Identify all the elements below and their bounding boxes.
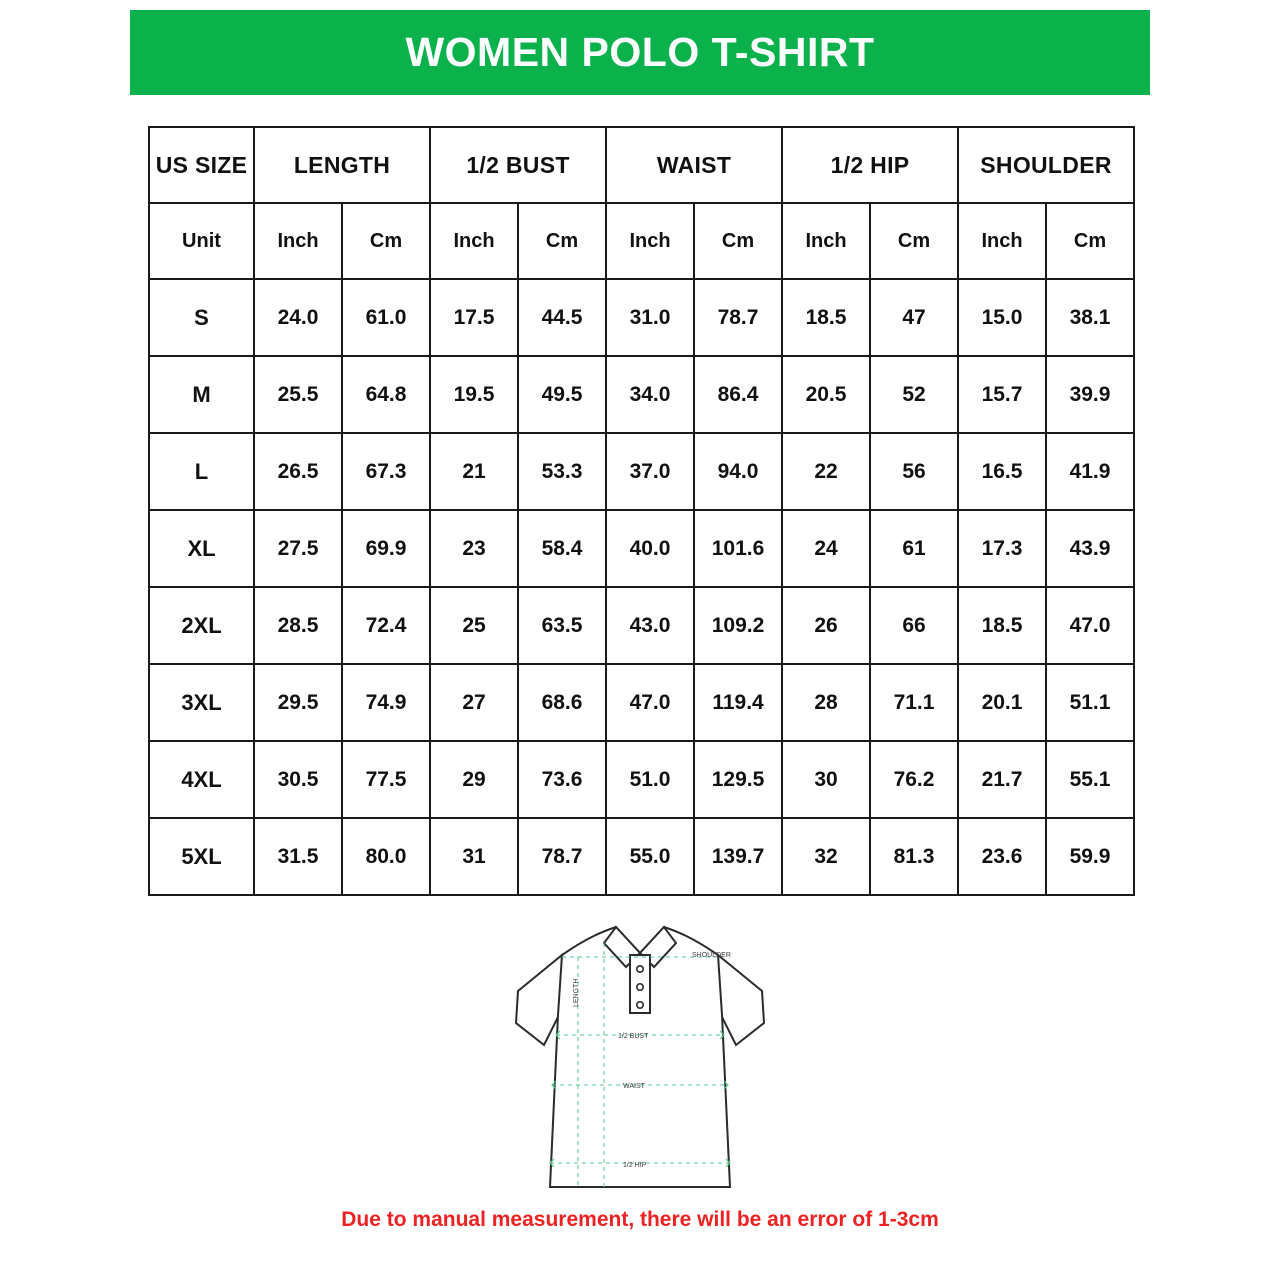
- cell-value: 72.4: [342, 587, 430, 664]
- cell-value: 22: [782, 433, 870, 510]
- cell-value: 37.0: [606, 433, 694, 510]
- cell-value: 20.5: [782, 356, 870, 433]
- measurement-note: Due to manual measurement, there will be an error of 1-3cm: [341, 1208, 939, 1231]
- cell-value: 24.0: [254, 279, 342, 356]
- unit-length-cm: Cm: [342, 203, 430, 279]
- cell-value: 67.3: [342, 433, 430, 510]
- cell-value: 69.9: [342, 510, 430, 587]
- group-header-half-bust: 1/2 BUST: [430, 127, 606, 203]
- cell-value: 80.0: [342, 818, 430, 895]
- table-row: [149, 587, 1134, 664]
- cell-size: M: [149, 356, 254, 433]
- cell-value: 40.0: [606, 510, 694, 587]
- cell-value: 15.7: [958, 356, 1046, 433]
- cell-value: 43.0: [606, 587, 694, 664]
- cell-value: 20.1: [958, 664, 1046, 741]
- figure-label-waist: WAIST: [623, 1083, 645, 1090]
- cell-value: 26: [782, 587, 870, 664]
- group-header-length: LENGTH: [254, 127, 430, 203]
- table-unit-row: [149, 203, 1134, 279]
- cell-value: 26.5: [254, 433, 342, 510]
- cell-value: 63.5: [518, 587, 606, 664]
- cell-value: 78.7: [518, 818, 606, 895]
- unit-length-inch: Inch: [254, 203, 342, 279]
- unit-shoulder-inch: Inch: [958, 203, 1046, 279]
- unit-label: Unit: [149, 203, 254, 279]
- cell-value: 47.0: [1046, 587, 1134, 664]
- unit-waist-inch: Inch: [606, 203, 694, 279]
- cell-value: 51.1: [1046, 664, 1134, 741]
- cell-value: 31: [430, 818, 518, 895]
- unit-waist-cm: Cm: [694, 203, 782, 279]
- cell-value: 25: [430, 587, 518, 664]
- figure-label-half-bust: 1/2 BUST: [618, 1033, 649, 1040]
- cell-value: 51.0: [606, 741, 694, 818]
- page-title: WOMEN POLO T-SHIRT: [405, 29, 875, 75]
- size-table: [148, 126, 1135, 896]
- cell-value: 19.5: [430, 356, 518, 433]
- cell-value: 86.4: [694, 356, 782, 433]
- cell-value: 17.3: [958, 510, 1046, 587]
- cell-value: 77.5: [342, 741, 430, 818]
- cell-value: 101.6: [694, 510, 782, 587]
- group-header-us-size: US SIZE: [149, 127, 254, 203]
- cell-value: 76.2: [870, 741, 958, 818]
- cell-value: 43.9: [1046, 510, 1134, 587]
- unit-hip-cm: Cm: [870, 203, 958, 279]
- unit-bust-inch: Inch: [430, 203, 518, 279]
- cell-size: S: [149, 279, 254, 356]
- cell-value: 27.5: [254, 510, 342, 587]
- cell-value: 23.6: [958, 818, 1046, 895]
- cell-value: 17.5: [430, 279, 518, 356]
- cell-value: 74.9: [342, 664, 430, 741]
- cell-value: 16.5: [958, 433, 1046, 510]
- cell-value: 47.0: [606, 664, 694, 741]
- cell-value: 66: [870, 587, 958, 664]
- cell-value: 32: [782, 818, 870, 895]
- table-row: [149, 664, 1134, 741]
- cell-value: 28.5: [254, 587, 342, 664]
- cell-value: 31.0: [606, 279, 694, 356]
- cell-value: 25.5: [254, 356, 342, 433]
- table-row: [149, 356, 1134, 433]
- cell-value: 58.4: [518, 510, 606, 587]
- cell-value: 29.5: [254, 664, 342, 741]
- table-row: [149, 510, 1134, 587]
- cell-value: 30.5: [254, 741, 342, 818]
- cell-size: 2XL: [149, 587, 254, 664]
- cell-value: 41.9: [1046, 433, 1134, 510]
- cell-value: 49.5: [518, 356, 606, 433]
- cell-value: 31.5: [254, 818, 342, 895]
- cell-value: 81.3: [870, 818, 958, 895]
- figure-label-half-hip: 1/2 HIP: [623, 1162, 647, 1169]
- figure-label-shoulder: SHOULDER: [692, 952, 731, 959]
- cell-size: 5XL: [149, 818, 254, 895]
- unit-bust-cm: Cm: [518, 203, 606, 279]
- cell-value: 68.6: [518, 664, 606, 741]
- cell-value: 21: [430, 433, 518, 510]
- figure-label-length: LENGTH: [573, 978, 580, 1007]
- table-row: [149, 741, 1134, 818]
- cell-value: 29: [430, 741, 518, 818]
- cell-value: 24: [782, 510, 870, 587]
- table-row: [149, 433, 1134, 510]
- cell-value: 15.0: [958, 279, 1046, 356]
- table-row: [149, 818, 1134, 895]
- cell-value: 109.2: [694, 587, 782, 664]
- cell-value: 56: [870, 433, 958, 510]
- cell-value: 73.6: [518, 741, 606, 818]
- cell-value: 44.5: [518, 279, 606, 356]
- title-banner: [130, 10, 1150, 95]
- cell-value: 18.5: [958, 587, 1046, 664]
- cell-value: 39.9: [1046, 356, 1134, 433]
- cell-value: 21.7: [958, 741, 1046, 818]
- cell-value: 119.4: [694, 664, 782, 741]
- cell-value: 28: [782, 664, 870, 741]
- cell-value: 34.0: [606, 356, 694, 433]
- cell-value: 38.1: [1046, 279, 1134, 356]
- group-header-half-hip: 1/2 HIP: [782, 127, 958, 203]
- cell-value: 55.0: [606, 818, 694, 895]
- cell-value: 55.1: [1046, 741, 1134, 818]
- cell-value: 23: [430, 510, 518, 587]
- cell-value: 61: [870, 510, 958, 587]
- cell-value: 71.1: [870, 664, 958, 741]
- unit-shoulder-cm: Cm: [1046, 203, 1134, 279]
- cell-value: 139.7: [694, 818, 782, 895]
- table-row: [149, 279, 1134, 356]
- group-header-waist: WAIST: [606, 127, 782, 203]
- cell-value: 78.7: [694, 279, 782, 356]
- unit-hip-inch: Inch: [782, 203, 870, 279]
- cell-value: 27: [430, 664, 518, 741]
- cell-value: 94.0: [694, 433, 782, 510]
- size-table-container: [148, 126, 1133, 896]
- cell-value: 30: [782, 741, 870, 818]
- polo-shirt-diagram: [500, 895, 780, 1200]
- cell-value: 59.9: [1046, 818, 1134, 895]
- cell-value: 61.0: [342, 279, 430, 356]
- cell-value: 47: [870, 279, 958, 356]
- group-header-shoulder: SHOULDER: [958, 127, 1134, 203]
- cell-value: 18.5: [782, 279, 870, 356]
- cell-size: 3XL: [149, 664, 254, 741]
- cell-value: 52: [870, 356, 958, 433]
- cell-size: 4XL: [149, 741, 254, 818]
- cell-value: 64.8: [342, 356, 430, 433]
- cell-size: XL: [149, 510, 254, 587]
- table-group-header-row: [149, 127, 1134, 203]
- cell-value: 129.5: [694, 741, 782, 818]
- cell-value: 53.3: [518, 433, 606, 510]
- cell-size: L: [149, 433, 254, 510]
